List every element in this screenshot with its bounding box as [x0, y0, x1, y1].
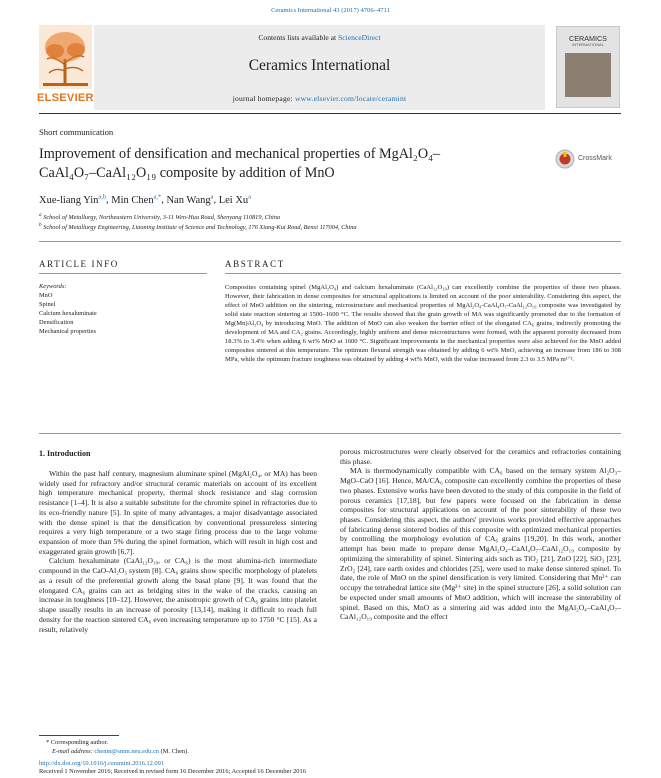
footnote-rule: [39, 735, 119, 736]
author-3: Nan Wang$^a$: [166, 193, 214, 206]
title-line-1: Improvement of densification and mechanical properties of MgAl₂O₄–: [39, 146, 441, 162]
title-line-2: CaAl₄O₇–CaAl₁₂O₁₉ composite by addition of MnO: [39, 165, 335, 181]
left-column: [39, 469, 317, 634]
crossmark-label: CrossMark: [578, 155, 612, 162]
author-2: Min Chen$^{a,*}$: [111, 193, 162, 206]
affiliation-b: $^b$ School of Metallurgy Engineering, Liaoning Institute of Science and Technology, 176 Xiang-Kui Road, Benxi 117004, China: [39, 222, 357, 232]
intro-paragraph-1: Within the past half century, magnesium aluminate spinel (MgAl₂O₄, or MA) has been widely used for refractory and/or structural ceramic materials on account of its excellent high temperature mechanical property, thermal shock resistance and slag corrosion resistance [1–4]. It is also a suitable substitute for the chromite spinel in refractories due to its eco-friendly nature [5]. In spite of many advantages, a major disadvantage associated with the dense spinel is that the densification by conventional pressureless sintering requires a very high temperature or a two stage firing process due to the large volume expansion of more than 5% during the spinel formation, which will result in high cost and exaggerated grain growth [6,7].: [39, 469, 317, 556]
article-title: [39, 145, 539, 183]
contents-line: [94, 33, 545, 42]
cover-subtitle: INTERNATIONAL: [572, 42, 604, 47]
corresponding-author-note: * Corresponding author.: [46, 739, 108, 746]
keyword-item: Calcium hexaluminate: [39, 310, 97, 317]
homepage-link[interactable]: www.elsevier.com/locate/ceramint: [294, 94, 407, 103]
email-link[interactable]: chenm@smm.neu.edu.cn: [94, 748, 160, 755]
email-label: E-mail address:: [52, 748, 95, 755]
intro-paragraph-continued: porous microstructures were clearly observed for the ceramics and refractories containing this phase.: [340, 447, 621, 466]
author-list: Xue-liang Yin$^{a,b}$, Min Chen$^{a,*}$, Nan Wang$^a$, Lei Xu$^a$: [39, 193, 252, 206]
journal-cover-thumbnail[interactable]: [556, 26, 620, 108]
abstract-text: Composites containing spinel (MgAl₂O₄) and calcium hexaluminate (CaAl₁₂O₁₉) can excellently combine the properties of these two phases. However, their fabrication in dense composites for structural applications is limited on account of the poor sinterability. Considering this aspect, the effect of MnO addition on the sintering, microstructure and mechanical properties of MgAl₂O₄-CaAl₄O₇-CaAl₁₂O₁₉ composite was investigated by solid state reaction sintering at 1500–1600 °C. The results showed that the grain growth of MA was significantly promoted due to the formation of Mg(Mn)Al₂O₄ by introducing MnO. The addition of MnO can also weaken the barrier effect of the elongated CA₆ grains, indirectly promoting the development of MA and CA₂ grains. Accordingly, highly uniform and dense microstructures were formed, with the apparent porosity decreased from 18.3% to 3.4% when adding 6 wt% MnO at 1600 °C. Significant improvements in the mechanical properties were also achieved for the MnO added composites sintered at this temperature. The optimum flexural strength was obtained by adding 6 wt% MnO, achieving an increase from 186 to 308 MPa, while the optimum fracture toughness was obtained by adding 4 wt% MnO, with the value increased from 2.3 to 3.5 MPa m¹ᐟ².: [225, 284, 621, 364]
keyword-item: Spinel: [39, 301, 56, 308]
author-4: Lei Xu$^a$: [218, 193, 252, 206]
publisher-name: ELSEVIER: [37, 92, 94, 104]
email-note: [52, 748, 189, 755]
abstract-bottom-rule: [39, 433, 621, 434]
article-info-heading: ARTICLE INFO: [39, 259, 119, 269]
journal-homepage: [94, 94, 545, 103]
keyword-item: MnO: [39, 292, 53, 299]
intro-paragraph-2: Calcium hexaluminate (CaAl₁₂O₁₉, or CA₆) is the most alumina-rich intermediate compound in the CaO-Al₂O₃ system [8]. CA₆ grains show specific morphology of platelets as a result of the preferential growth along the basal plane [9]. It was found that the elongated CA₆ grains can act as bridging sites in the wake of the cracks, causing an increase in toughness [10–12]. However, the anisotropic growth of CA₆ grains into platelet shape usually results in an increase of porosity [13,14], making it difficult to reach full density for the reaction sintered CA₆ even increasing temperature up to 1750 °C [15]. As a result, relatively: [39, 556, 317, 634]
contents-prefix: Contents lists available at: [258, 33, 339, 42]
cover-image: [565, 53, 611, 97]
affiliation-a: $^a$ School of Metallurgy, Northeastern University, 3-11 Wen-Hua Road, Shenyang 110819, China: [39, 212, 281, 222]
homepage-prefix: journal homepage:: [232, 94, 295, 103]
article-info-rule: [39, 273, 207, 274]
affiliation-rule: [39, 241, 621, 242]
keyword-item: Densification: [39, 319, 74, 326]
abstract-rule: [225, 273, 621, 274]
header-rule: [39, 113, 621, 114]
cover-title: CERAMICS: [569, 34, 607, 43]
journal-name: Ceramics International: [248, 57, 391, 74]
received-dates: Received 1 November 2016; Received in revised form 16 December 2016; Accepted 16 December 2016: [39, 768, 306, 775]
sciencedirect-link[interactable]: ScienceDirect: [338, 33, 381, 42]
doi-link[interactable]: http://dx.doi.org/10.1016/j.ceramint.2016.12.091: [39, 760, 165, 767]
right-column: [340, 447, 621, 622]
intro-paragraph-3: MA is thermodynamically compatible with CA₆ based on the ternary system Al₂O₃–MgO–CaO [16]. Hence, MA/CA₆ composite can excellently combine the properties of these two phases. Extensive works have been devoted to the study of this composite in the field of porous ceramics [17,18], but few papers were focused on the fabrication in dense composites for structural applications on account of the poor sinterability of these two phases. Considering this aspect, the authors' previous works provided effective approaches of fabricating dense sintered bodies of this composite with optimized mechanical properties by controlling the morphology evolution of CA₆ grains [19,20]. In this work, another attempt has been made to prepare dense MgAl₂O₄–CaAl₄O₇–CaAl₁₂O₁₉ composite by optimizing the sinterability of spinel. Sintering aids such as TiO₂ [21], ZnO [22], SiO₂ [23], ZrO₂ [24], rare earth oxides and chlorides [25], were used to make dense sintered spinel. To date, the role of MnO on the spinel densification is very limited. Considering that Mn²⁺ can occupy the tetrahedral lattice site (Mg²⁺ site) in the spinel structure [26], a solid solution can be expected under small amounts of MnO addition, which will increase the sinterability of spinel. Based on this, MnO as a sintering aid was added into the MgAl₂O₄–CaAl₄O₇–CaAl₁₂O₁₉ composite and the effect: [340, 466, 621, 622]
keywords-label: Keywords:: [39, 283, 67, 290]
elsevier-tree-logo: [39, 25, 92, 89]
crossmark-icon: [555, 149, 575, 169]
journal-reference[interactable]: Ceramics International 43 (2017) 4706–4711: [271, 7, 390, 14]
email-suffix: (M. Chen).: [159, 748, 189, 755]
keyword-item: Mechanical properties: [39, 328, 96, 335]
author-1: Xue-liang Yin$^{a,b}$: [39, 193, 107, 206]
abstract-heading: ABSTRACT: [225, 259, 285, 269]
crossmark-badge[interactable]: [555, 149, 615, 171]
section-heading-introduction: 1. Introduction: [39, 449, 91, 458]
article-type: Short communication: [39, 127, 114, 137]
